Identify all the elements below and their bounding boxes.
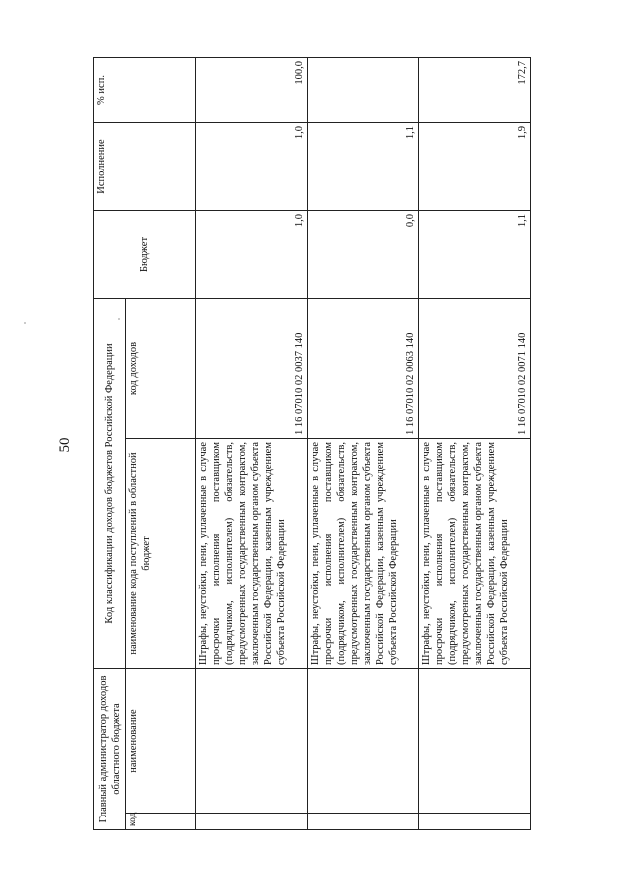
cell-budget: 1,0 [196, 210, 308, 298]
cell-execution: 1,0 [196, 122, 308, 210]
header-admin-code: код [126, 814, 196, 830]
cell-admin-name [307, 669, 419, 814]
cell-revenue-code: 1 16 07010 02 0037 140 [196, 298, 308, 438]
cell-description: Штрафы, неустойки, пени, уплаченные в случае просрочки исполнения поставщиком (подрядчиком, исполнителем) обязательств, предусмотренных государственным контрактом, заключенным государственным органом субъекта Российской Федерации, казенным учреждением субъекта Российской Федерации [196, 439, 308, 669]
cell-revenue-code: 1 16 07010 02 0071 140 [419, 298, 531, 438]
revenue-table-rotated [93, 58, 531, 830]
cell-description: Штрафы, неустойки, пени, уплаченные в случае просрочки исполнения поставщиком (подрядчиком, исполнителем) обязательств, предусмотренных государственным контрактом, заключенным государственным органом субъекта Российской Федерации, казенным учреждением субъекта Российской Федерации [307, 439, 419, 669]
cell-execution: 1,1 [307, 122, 419, 210]
cell-revenue-code: 1 16 07010 02 0063 140 [307, 298, 419, 438]
table-row [419, 57, 531, 829]
table-row [196, 57, 308, 829]
cell-execution: 1,9 [419, 122, 531, 210]
cell-percent: 100,0 [196, 57, 308, 122]
header-admin-group: Главный администратор доходов областного бюджета [94, 669, 126, 830]
table-row [307, 57, 419, 829]
cell-percent [307, 57, 419, 122]
header-admin-name: наименование [126, 669, 196, 814]
header-row-1 [94, 57, 126, 829]
cell-admin-name [419, 669, 531, 814]
header-classification-group: Код классификации доходов бюджетов Российской Федерации [94, 298, 126, 668]
cell-description: Штрафы, неустойки, пени, уплаченные в случае просрочки исполнения поставщиком (подрядчиком, исполнителем) обязательств, предусмотренных государственным контрактом, заключенным государственным органом субъекта Российской Федерации, казенным учреждением субъекта Российской Федерации [419, 439, 531, 669]
header-percent: % исп. [94, 57, 196, 122]
revenue-table [93, 57, 531, 830]
cell-budget: 0,0 [307, 210, 419, 298]
header-execution: Исполнение [94, 122, 196, 210]
scan-speck [24, 322, 26, 324]
cell-admin-code [196, 814, 308, 830]
cell-admin-code [419, 814, 531, 830]
header-budget: Бюджет [94, 210, 196, 298]
page-number: 50 [57, 437, 73, 453]
cell-percent: 172,7 [419, 57, 531, 122]
header-classification-code: код доходов [126, 298, 196, 438]
cell-admin-code [307, 814, 419, 830]
cell-admin-name [196, 669, 308, 814]
cell-budget: 1,1 [419, 210, 531, 298]
header-classification-name: наименование кода поступлений в областной бюджет [126, 439, 196, 669]
